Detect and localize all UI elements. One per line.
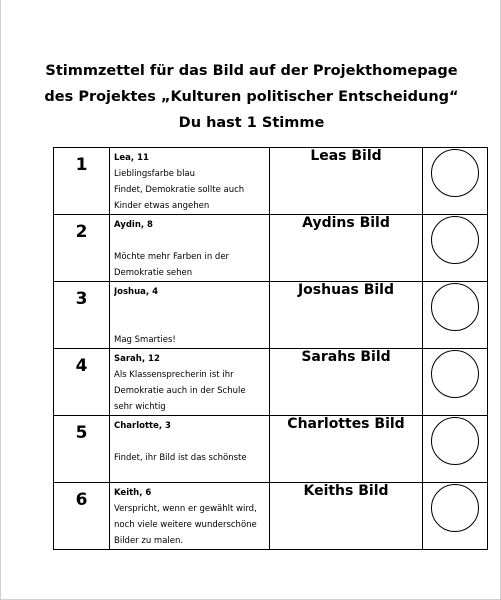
- candidate-number: 4: [54, 349, 110, 416]
- picture-label: Leas Bild: [270, 148, 423, 215]
- description-line: Mag Smarties!: [114, 335, 176, 345]
- ballot-row-1: [54, 148, 488, 215]
- vote-circle[interactable]: [431, 350, 479, 398]
- vote-cell: [423, 483, 488, 550]
- vote-circle[interactable]: [431, 216, 479, 264]
- description-line: Demokratie sehen: [114, 268, 193, 278]
- picture-label: Aydins Bild: [270, 215, 423, 282]
- candidate-name: Aydin, 8: [114, 220, 153, 230]
- ballot-table: [53, 147, 488, 550]
- picture-label: Joshuas Bild: [270, 282, 423, 349]
- candidate-number: 3: [54, 282, 110, 349]
- vote-cell: [423, 349, 488, 416]
- description-line: Demokratie auch in der Schule: [114, 386, 246, 396]
- candidate-description: [110, 215, 270, 282]
- ballot-row-3: [54, 282, 488, 349]
- picture-label: Charlottes Bild: [270, 416, 423, 483]
- ballot-row-5: [54, 416, 488, 483]
- description-line: [114, 233, 265, 249]
- vote-cell: [423, 282, 488, 349]
- description-line: Kinder etwas angehen: [114, 201, 210, 211]
- candidate-name: Joshua, 4: [114, 287, 159, 297]
- description-line: Lieblingsfarbe blau: [114, 169, 196, 179]
- candidate-name: Keith, 6: [114, 488, 152, 498]
- candidate-name: Charlotte, 3: [114, 421, 171, 431]
- description-line: Möchte mehr Farben in der: [114, 252, 230, 262]
- candidate-number: 1: [54, 148, 110, 215]
- picture-label: Sarahs Bild: [270, 349, 423, 416]
- heading-line-1: Stimmzettel für das Bild auf der Projekthomepage: [45, 63, 458, 79]
- description-line: [114, 466, 265, 482]
- picture-label: Keiths Bild: [270, 483, 423, 550]
- description-line: Verspricht, wenn er gewählt wird,: [114, 504, 257, 514]
- candidate-number: 2: [54, 215, 110, 282]
- description-line: sehr wichtig: [114, 402, 166, 412]
- description-line: noch viele weitere wunderschöne: [114, 520, 257, 530]
- vote-cell: [423, 148, 488, 215]
- vote-circle[interactable]: [431, 417, 479, 465]
- description-line: [114, 434, 265, 450]
- vote-circle[interactable]: [431, 484, 479, 532]
- vote-cell: [423, 416, 488, 483]
- description-line: Als Klassensprecherin ist ihr: [114, 370, 234, 380]
- candidate-description: [110, 148, 270, 215]
- candidate-number: 6: [54, 483, 110, 550]
- ballot-heading: [1, 58, 501, 136]
- heading-line-3: Du hast 1 Stimme: [178, 115, 325, 131]
- vote-circle[interactable]: [431, 149, 479, 197]
- candidate-description: [110, 483, 270, 550]
- ballot-row-6: [54, 483, 488, 550]
- description-line: Findet, Demokratie sollte auch: [114, 185, 245, 195]
- description-line: Findet, ihr Bild ist das schönste: [114, 453, 247, 463]
- candidate-number: 5: [54, 416, 110, 483]
- ballot-row-4: [54, 349, 488, 416]
- vote-circle[interactable]: [431, 283, 479, 331]
- vote-cell: [423, 215, 488, 282]
- candidate-description: [110, 416, 270, 483]
- candidate-name: Lea, 11: [114, 153, 149, 163]
- ballot-row-2: [54, 215, 488, 282]
- description-line: [114, 300, 265, 316]
- description-line: [114, 316, 265, 332]
- description-line: Bilder zu malen.: [114, 536, 184, 546]
- candidate-description: [110, 349, 270, 416]
- candidate-name: Sarah, 12: [114, 354, 160, 364]
- candidate-description: [110, 282, 270, 349]
- heading-line-2: des Projektes „Kulturen politischer Entscheidung“: [44, 89, 459, 105]
